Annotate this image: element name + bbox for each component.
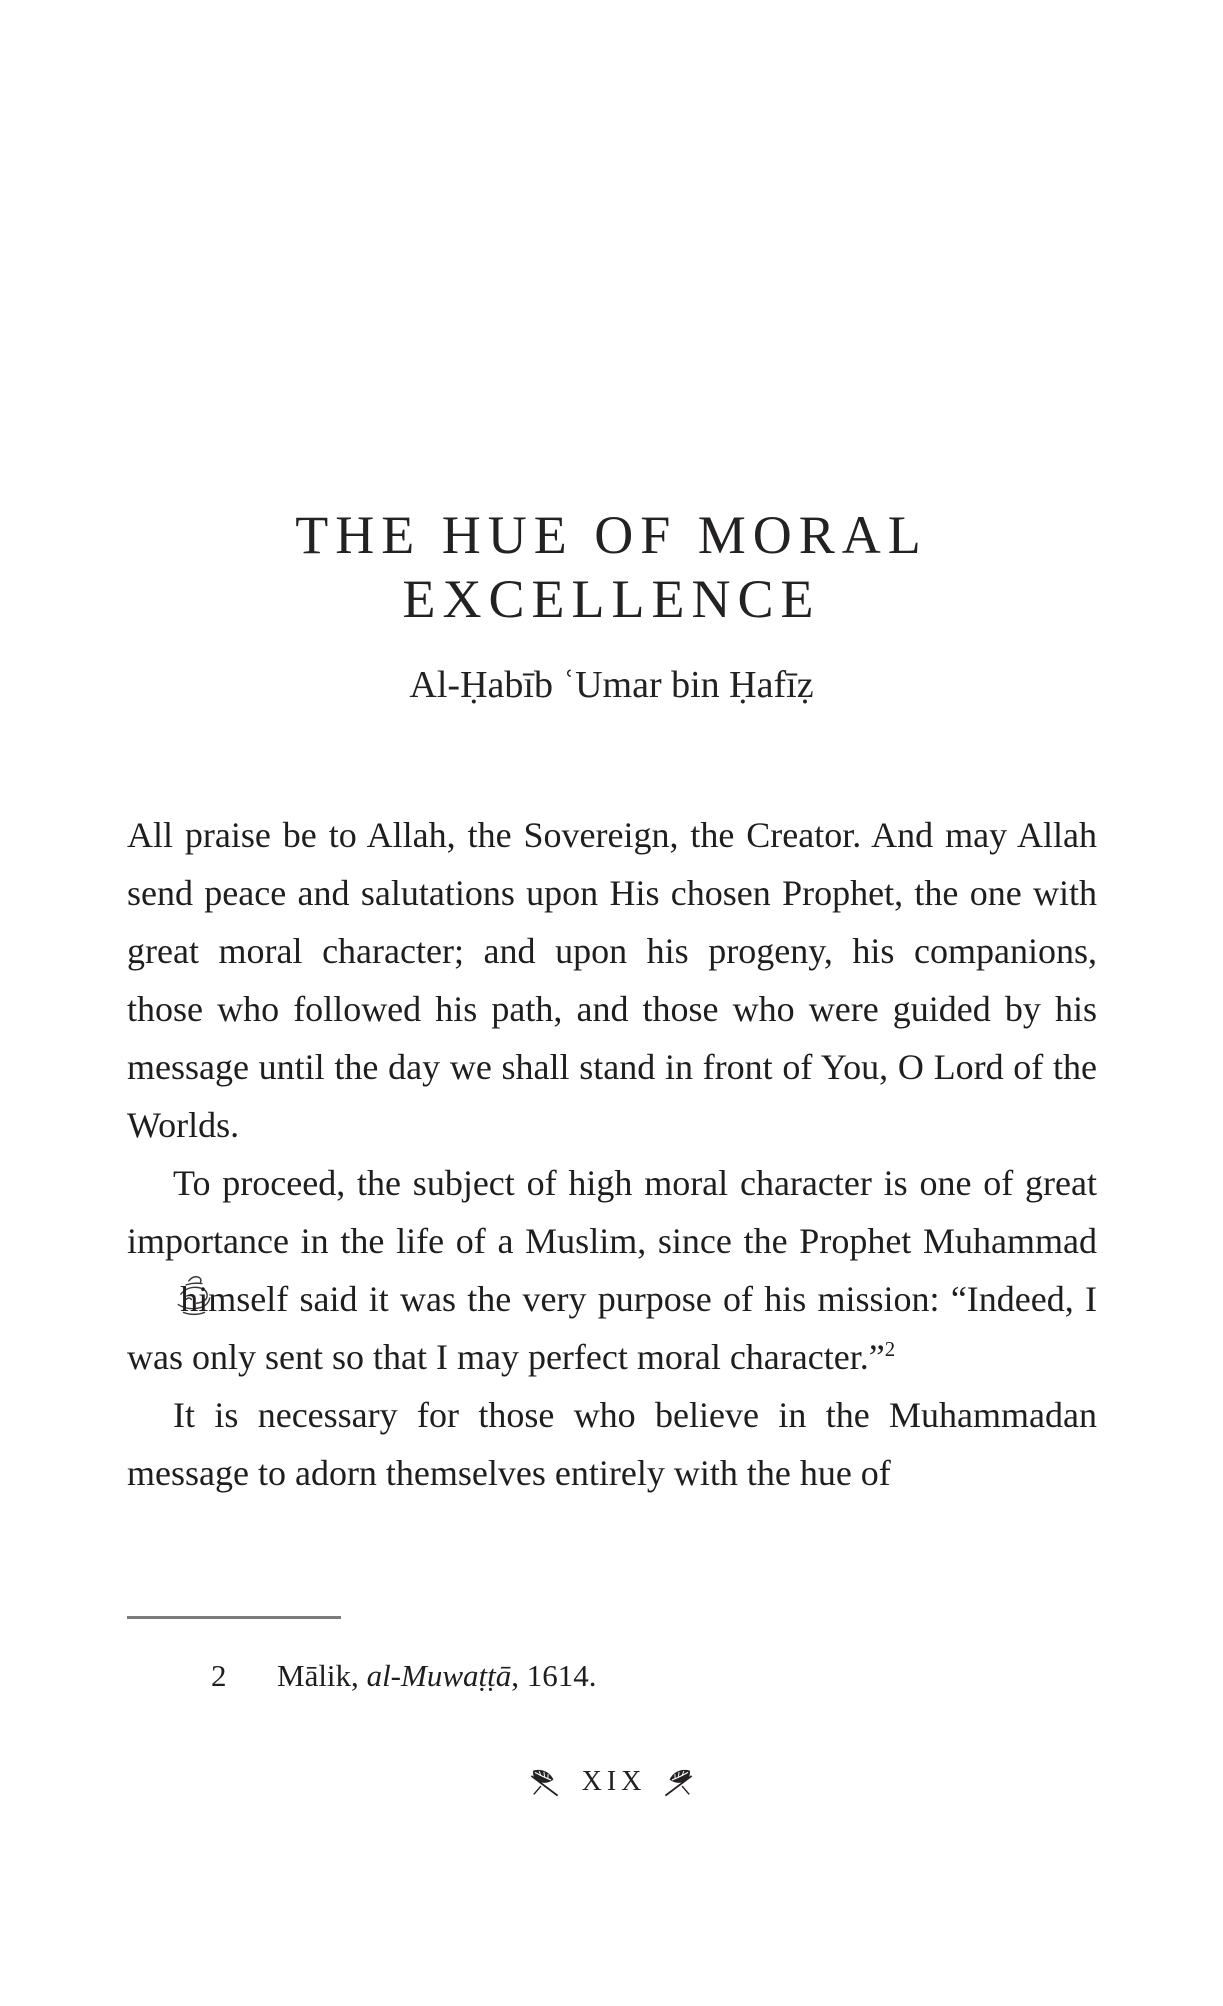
body-text <box>127 806 1097 1502</box>
sallallahu-alayhi-wasallam-icon <box>127 1273 169 1323</box>
page-footer <box>0 1766 1223 1798</box>
paragraph-text-after-honorific: himself said it was the very purpose of his mission: “Indeed, I was only sent so that I may perfect moral character.” <box>127 1279 1097 1377</box>
footnote-reference: 2 <box>884 1337 896 1361</box>
leaf-ornament-left-icon <box>529 1767 560 1798</box>
paragraph-purpose-of-mission <box>127 1154 1097 1386</box>
page-number: XIX <box>581 1766 647 1797</box>
footnote-separator-rule <box>127 1616 341 1619</box>
chapter-heading <box>0 503 1223 709</box>
footnote <box>211 1655 596 1697</box>
paragraph-opening-praise: All praise be to Allah, the Sovereign, the Creator. And may Allah send peace and salutations upon His chosen Prophet, the one with great moral character; and upon his progeny, his companions, those who followed his path, and those who were guided by his message until the day we shall stand in front of You, O Lord of the Worlds. <box>127 815 1097 1145</box>
leaf-ornament-right-icon <box>663 1767 694 1798</box>
chapter-author: Al-Ḥabīb ʿUmar bin Ḥafīẓ <box>409 664 814 706</box>
footnote-text-reference: , 1614. <box>511 1658 597 1693</box>
footnote-book-title: al-Muwaṭṭā <box>366 1658 512 1693</box>
paragraph-necessity: It is necessary for those who believe in the Muhammadan message to adorn themselves entirely with the hue of <box>127 1395 1097 1493</box>
chapter-title-line-2: EXCELLENCE <box>402 569 821 629</box>
paragraph-text-before-honorific: To proceed, the subject of high moral character is one of great importance in the life of a Muslim, since the Prophet Muhammad <box>127 1163 1097 1261</box>
chapter-title <box>0 503 1223 631</box>
footnote-text <box>277 1655 596 1697</box>
chapter-title-line-1: THE HUE OF MORAL <box>295 505 928 565</box>
footnote-text-author: Mālik, <box>277 1658 367 1693</box>
footnote-number: 2 <box>211 1658 227 1693</box>
